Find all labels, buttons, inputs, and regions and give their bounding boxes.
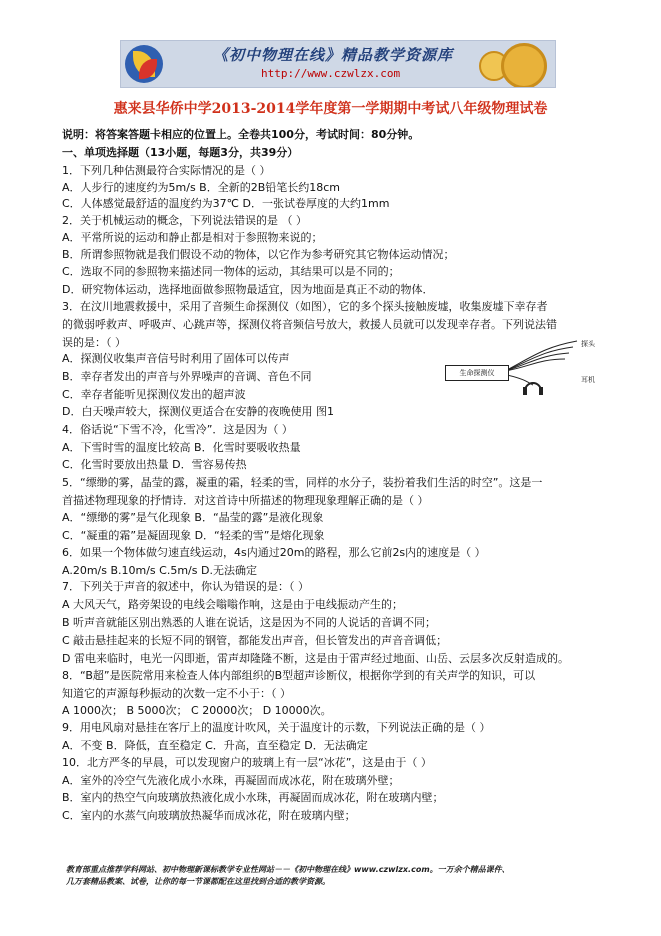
text-line: 7．下列关于声音的叙述中，你认为错误的是：（ ） [62,580,309,593]
text-line: D．白天噪声较大，探测仪更适合在安静的夜晚使用 图1 [62,405,334,418]
probe-label: 探头 [581,340,595,348]
text-line: A．平常所说的运动和静止都是相对于参照物来说的； [62,231,323,244]
text-line: A．“缥缈的雾”是气化现象 B．“晶莹的露”是液化现象 [62,511,324,524]
text-line: 的微弱呼救声、呼吸声、心跳声等，探测仪将音频信号放大，救援人员就可以发现幸存者。下列说法错 [62,318,557,331]
footer-line-1: 教育部重点推荐学科网站、初中物理新课标教学专业性网站－－《初中物理在线》www.czwlzx.com。一万余个精品课件、 [66,865,510,874]
device-label: 生命探测仪 [445,365,509,381]
text-line: A 大风天气，路旁架设的电线会嗡嗡作响，这是由于电线振动产生的； [62,598,404,611]
text-line: 首描述物理现象的抒情诗．对这首诗中所描述的物理现象理解正确的是（ ） [62,494,429,507]
text-line: A.20m/s B.10m/s C.5m/s D.无法确定 [62,564,257,577]
page-footer [66,864,606,888]
text-line: C．人体感觉最舒适的温度约为37℃ D．一张试卷厚度的大约1mm [62,197,390,210]
text-line: C．室内的水蒸气向玻璃放热凝华而成冰花，附在玻璃内壁； [62,809,356,822]
text-line: A．人步行的速度约为5m/s B．全新的2B铅笔长约18cm [62,181,341,194]
text-line: 误的是：（ ） [62,336,126,349]
text-line: D 雷电来临时，电光一闪即逝，雷声却隆隆不断，这是由于雷声经过地面、山岳、云层多次反射造成的。 [62,652,569,665]
text-line: 10．北方严冬的早晨，可以发现窗户的玻璃上有一层“冰花”，这是由于（ ） [62,756,432,769]
text-line: 9．用电风扇对悬挂在客厅上的温度计吹风，关于温度计的示数，下列说法正确的是（ ） [62,721,491,734]
text-line: C．幸存者能听见探测仪发出的超声波 [62,388,246,401]
footer-line-2: 几万套精品教案、试卷，让你的每一节课都配在这里找到合适的教学资源。 [66,877,330,886]
text-line: B 听声音就能区别出熟悉的人谁在说话，这是因为不同的人说话的音调不同； [62,616,437,629]
text-line: C 敲击悬挂起来的长短不同的钢管，都能发出声音，但长管发出的声音音调低； [62,634,448,647]
text-line: C．“凝重的霜”是凝固现象 D．“轻柔的雪”是熔化现象 [62,529,325,542]
banner-url: http://www.czwlzx.com [261,67,401,80]
text-line: 6．如果一个物体做匀速直线运动，4s内通过20m的路程，那么它前2s内的速度是（ ） [62,546,486,559]
text-line: A 1000次； B 5000次； C 20000次； D 10000次。 [62,704,332,717]
text-line: 1．下列几种估测最符合实际情况的是（ ） [62,164,271,177]
exam-title: 惠来县华侨中学2013-2014学年度第一学期期中考试八年级物理试卷 [113,101,548,117]
banner-title: 《初中物理在线》精品教学资源库 [213,46,454,64]
earphone-label: 耳机 [581,376,595,384]
header-banner [120,40,556,88]
text-line: C．选取不同的参照物来描述同一物体的运动，其结果可以是不同的； [62,265,400,278]
text-line: A．探测仪收集声音信号时利用了固体可以传声 [62,352,290,365]
figure-1-life-detector [445,335,605,399]
text-line: B．幸存者发出的声音与外界噪声的音调、音色不同 [62,370,312,383]
text-line: A．不变 B．降低，直至稳定 C．升高，直至稳定 D．无法确定 [62,739,368,752]
text-line: 知道它的声源每秒振动的次数一定不小于：（ ） [62,687,291,700]
text-line: C．化雪时要放出热量 D．雪容易传热 [62,458,247,471]
text-line: D．研究物体运动，选择地面做参照物最适宜，因为地面是真正不动的物体． [62,283,434,296]
text-line: 8．“B超”是医院常用来检查人体内部组织的B型超声诊断仪，根据你学到的有关声学的知识，可以 [62,669,536,682]
text-line: B．所谓参照物就是我们假设不动的物体，以它作为参考研究其它物体运动情况； [62,248,455,261]
text-line: 3．在汶川地震救援中，采用了音频生命探测仪（如图），它的多个探头接触废墟，收集废墟下幸存者 [62,300,548,313]
sunflower-icon [501,43,547,88]
text-line: 一、单项选择题（13小题，每题3分，共39分） [62,146,299,159]
text-line: A．室外的冷空气先液化成小水珠，再凝固而成冰花，附在玻璃外壁； [62,774,400,787]
text-line: 5．“缥缈的雾，晶莹的露，凝重的霜，轻柔的雪，同样的水分子，装扮着我们生活的时空”。这是一 [62,476,543,489]
text-line: 4．俗话说“下雪不冷，化雪冷”．这是因为（ ） [62,423,293,436]
site-logo-icon [125,45,163,83]
text-line: 2．关于机械运动的概念，下列说法错误的是 （ ） [62,214,307,227]
text-line: B．室内的热空气向玻璃放热液化成小水珠，再凝固而成冰花，附在玻璃内壁； [62,791,444,804]
text-line: A．下雪时雪的温度比较高 B．化雪时要吸收热量 [62,441,301,454]
text-line: 说明：将答案答题卡相应的位置上。全卷共100分，考试时间：80分钟。 [62,128,420,141]
